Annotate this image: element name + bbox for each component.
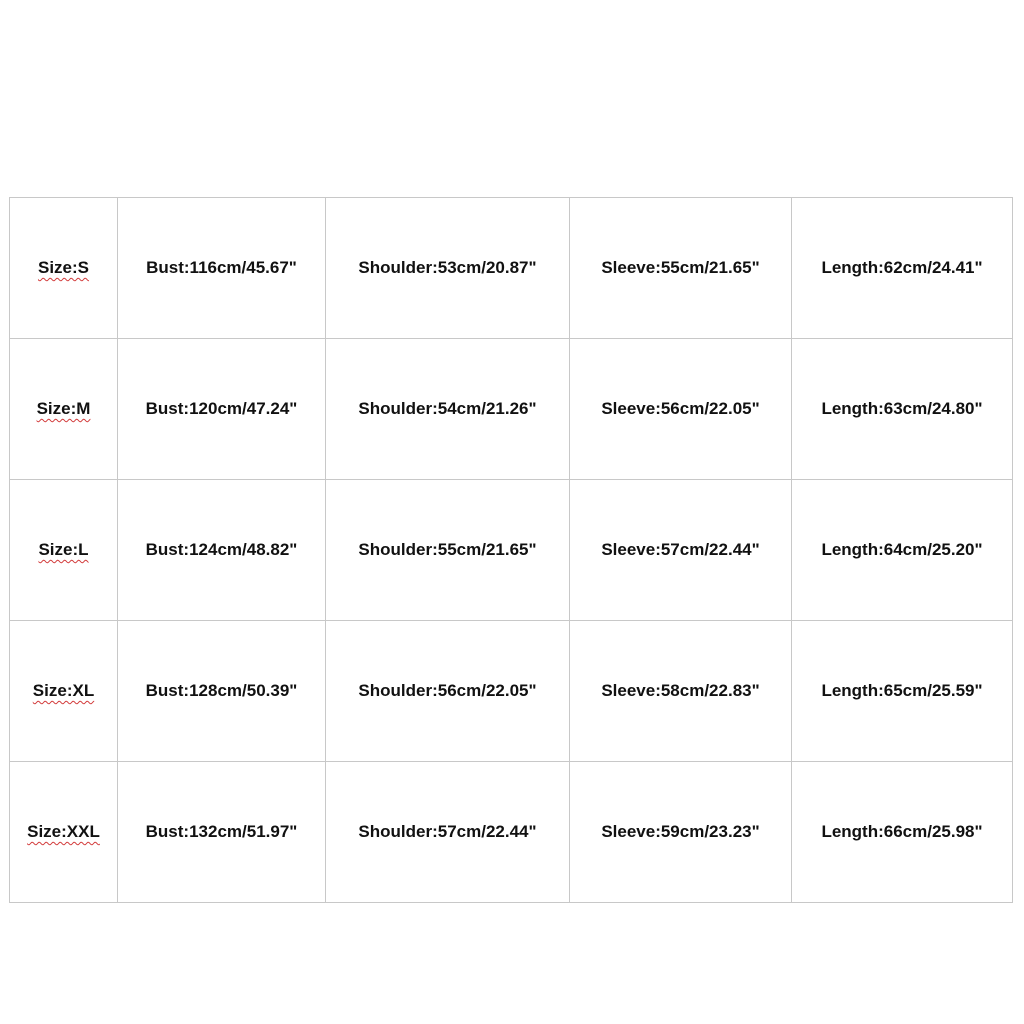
- shoulder-cell: Shoulder:57cm/22.44": [326, 762, 570, 903]
- bust-cell: Bust:132cm/51.97": [118, 762, 326, 903]
- bust-cell: Bust:116cm/45.67": [118, 198, 326, 339]
- sleeve-cell: Sleeve:58cm/22.83": [570, 621, 792, 762]
- table-row: [10, 339, 1013, 480]
- size-cell: [10, 480, 118, 621]
- shoulder-cell: Shoulder:54cm/21.26": [326, 339, 570, 480]
- size-label: Size:M: [36, 399, 91, 418]
- length-cell: Length:66cm/25.98": [792, 762, 1013, 903]
- size-label: Size:XL: [32, 681, 95, 700]
- size-cell: [10, 621, 118, 762]
- size-cell: [10, 198, 118, 339]
- sleeve-cell: Sleeve:56cm/22.05": [570, 339, 792, 480]
- table-row: [10, 621, 1013, 762]
- table-row: [10, 762, 1013, 903]
- sleeve-cell: Sleeve:57cm/22.44": [570, 480, 792, 621]
- size-cell: [10, 339, 118, 480]
- table-row: [10, 480, 1013, 621]
- bust-cell: Bust:128cm/50.39": [118, 621, 326, 762]
- bust-cell: Bust:120cm/47.24": [118, 339, 326, 480]
- table-row: [10, 198, 1013, 339]
- shoulder-cell: Shoulder:56cm/22.05": [326, 621, 570, 762]
- length-cell: Length:63cm/24.80": [792, 339, 1013, 480]
- size-label: Size:L: [38, 540, 89, 559]
- shoulder-cell: Shoulder:53cm/20.87": [326, 198, 570, 339]
- length-cell: Length:65cm/25.59": [792, 621, 1013, 762]
- sleeve-cell: Sleeve:55cm/21.65": [570, 198, 792, 339]
- bust-cell: Bust:124cm/48.82": [118, 480, 326, 621]
- shoulder-cell: Shoulder:55cm/21.65": [326, 480, 570, 621]
- sleeve-cell: Sleeve:59cm/23.23": [570, 762, 792, 903]
- size-cell: [10, 762, 118, 903]
- length-cell: Length:62cm/24.41": [792, 198, 1013, 339]
- size-label: Size:XXL: [27, 822, 100, 841]
- size-chart-table: [9, 197, 1013, 903]
- length-cell: Length:64cm/25.20": [792, 480, 1013, 621]
- size-label: Size:S: [37, 258, 90, 277]
